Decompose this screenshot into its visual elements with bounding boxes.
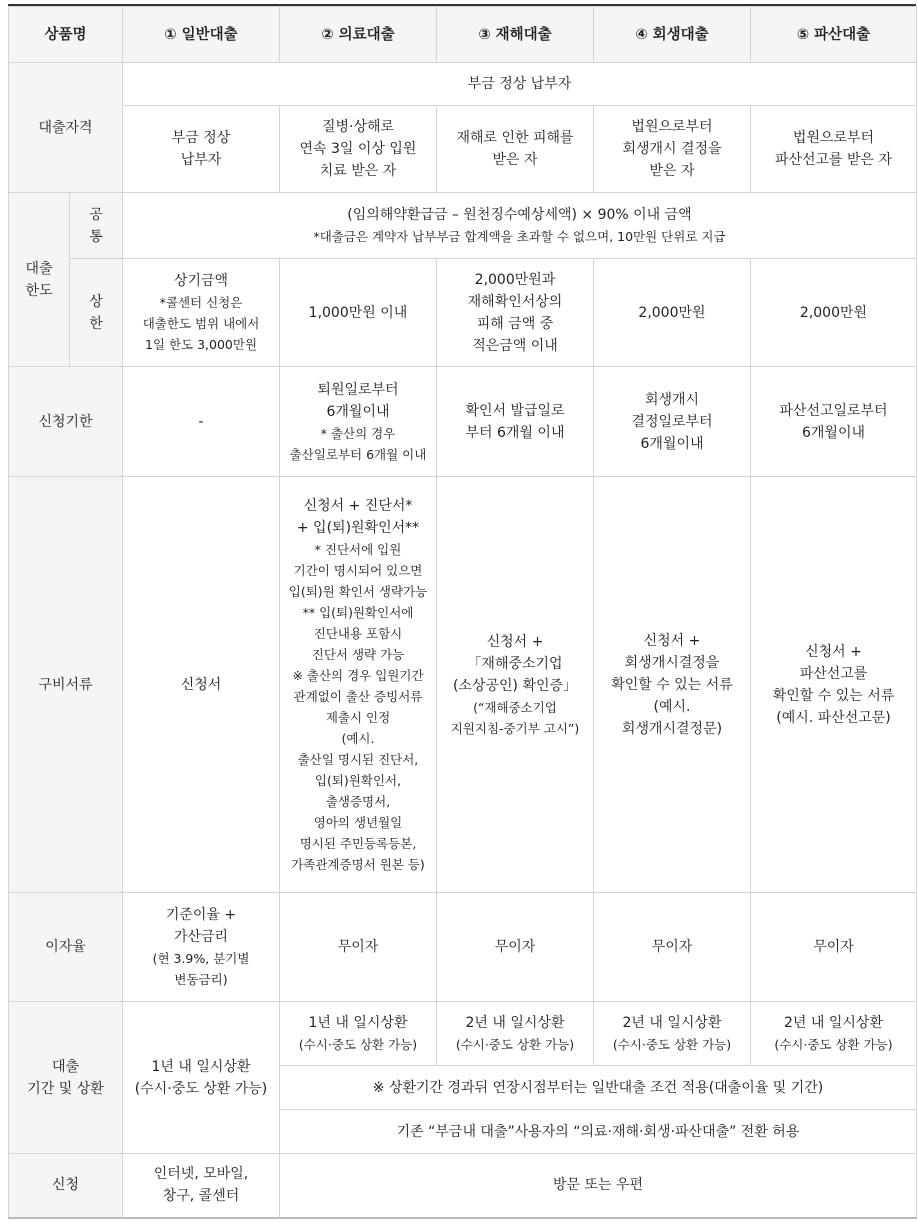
header-product: 상품명	[9, 7, 123, 63]
term-row	[9, 1002, 917, 1066]
header-general: ① 일반대출	[123, 7, 280, 63]
loan-table-container	[8, 4, 916, 1219]
deadline-rehab: 회생개시 결정일로부터 6개월이내	[594, 367, 751, 477]
apply-general: 인터넷, 모바일, 창구, 콜센터	[123, 1154, 280, 1218]
documents-bankrupt: 신청서 + 파산선고를 확인할 수 있는 서류 (예시. 파산선고문)	[751, 477, 917, 893]
interest-bankrupt: 무이자	[751, 893, 917, 1002]
term-notice-1: ※ 상환기간 경과뒤 연장시점부터는 일반대출 조건 적용(대출이율 및 기간)	[280, 1066, 917, 1110]
eligibility-disaster: 재해로 인한 피해를 받은 자	[437, 106, 594, 193]
limit-medical: 1,000만원 이내	[280, 259, 437, 367]
deadline-general: -	[123, 367, 280, 477]
term-label: 대출 기간 및 상환	[9, 1002, 123, 1154]
deadline-row	[9, 367, 917, 477]
deadline-bankrupt: 파산선고일로부터 6개월이내	[751, 367, 917, 477]
header-row	[9, 7, 917, 63]
limit-max-row	[9, 259, 917, 367]
apply-row	[9, 1154, 917, 1218]
term-medical: 1년 내 일시상환 (수시·중도 상환 가능)	[280, 1002, 437, 1066]
interest-medical: 무이자	[280, 893, 437, 1002]
limit-common-label: 공 통	[70, 193, 123, 259]
limit-common-row	[9, 193, 917, 259]
eligibility-medical: 질병·상해로 연속 3일 이상 입원 치료 받은 자	[280, 106, 437, 193]
interest-rehab: 무이자	[594, 893, 751, 1002]
header-rehab: ④ 회생대출	[594, 7, 751, 63]
limit-general: 상기금액 *콜센터 신청은 대출한도 범위 내에서 1일 한도 3,000만원	[123, 259, 280, 367]
apply-others: 방문 또는 우편	[280, 1154, 917, 1218]
loan-comparison-table	[8, 6, 917, 1219]
interest-disaster: 무이자	[437, 893, 594, 1002]
limit-common	[123, 193, 917, 259]
limit-label: 대출 한도	[9, 193, 70, 367]
eligibility-common: 부금 정상 납부자	[123, 63, 917, 106]
limit-rehab: 2,000만원	[594, 259, 751, 367]
eligibility-bankrupt: 법원으로부터 파산선고를 받은 자	[751, 106, 917, 193]
interest-row	[9, 893, 917, 1002]
term-disaster: 2년 내 일시상환 (수시·중도 상환 가능)	[437, 1002, 594, 1066]
apply-label: 신청	[9, 1154, 123, 1218]
term-rehab: 2년 내 일시상환 (수시·중도 상환 가능)	[594, 1002, 751, 1066]
deadline-disaster: 확인서 발급일로 부터 6개월 이내	[437, 367, 594, 477]
interest-label: 이자율	[9, 893, 123, 1002]
header-disaster: ③ 재해대출	[437, 7, 594, 63]
interest-general: 기준이율 + 가산금리 (현 3.9%, 분기별 변동금리)	[123, 893, 280, 1002]
header-bankrupt: ⑤ 파산대출	[751, 7, 917, 63]
term-bankrupt: 2년 내 일시상환 (수시·중도 상환 가능)	[751, 1002, 917, 1066]
documents-label: 구비서류	[9, 477, 123, 893]
limit-disaster: 2,000만원과 재해확인서상의 피해 금액 중 적은금액 이내	[437, 259, 594, 367]
limit-common-note: *대출금은 계약자 납부부금 합계액을 초과할 수 없으며, 10만원 단위로 지급	[313, 229, 726, 244]
documents-general: 신청서	[123, 477, 280, 893]
limit-common-text: (임의해약환급금 – 원천징수예상세액) × 90% 이내 금액	[347, 207, 692, 223]
eligibility-rehab: 법원으로부터 회생개시 결정을 받은 자	[594, 106, 751, 193]
deadline-medical: 퇴원일로부터 6개월이내 * 출산의 경우 출산일로부터 6개월 이내	[280, 367, 437, 477]
term-general: 1년 내 일시상환 (수시·중도 상환 가능)	[123, 1002, 280, 1154]
eligibility-label: 대출자격	[9, 63, 123, 193]
eligibility-general: 부금 정상 납부자	[123, 106, 280, 193]
deadline-label: 신청기한	[9, 367, 123, 477]
documents-medical: 신청서 + 진단서* + 입(퇴)원확인서** * 진단서에 입원 기간이 명시되어 있으면 입(퇴)원 확인서 생략가능 ** 입(퇴)원확인서에 진단내용 포함시 진단서 생략 가능 ※ 출산의 경우 입원기간 관계없이 출산 증빙서류 제출시 인정 (예시. 출산일 명시된 진단서, 입(퇴)원확인서, 출생증명서, 영아의 생년월일 명시된 주민등록등본, 가족관계증명서 원본 등)	[280, 477, 437, 893]
header-medical: ② 의료대출	[280, 7, 437, 63]
limit-bankrupt: 2,000만원	[751, 259, 917, 367]
documents-row	[9, 477, 917, 893]
eligibility-row	[9, 63, 917, 106]
limit-max-label: 상 한	[70, 259, 123, 367]
eligibility-detail-row	[9, 106, 917, 193]
documents-rehab: 신청서 + 회생개시결정을 확인할 수 있는 서류 (예시. 회생개시결정문)	[594, 477, 751, 893]
term-notice-2: 기존 “부금내 대출”사용자의 “의료·재해·회생·파산대출” 전환 허용	[280, 1110, 917, 1154]
documents-disaster: 신청서 + 「재해중소기업 (소상공인) 확인증」 (“재해중소기업 지원지침-중기부 고시”)	[437, 477, 594, 893]
